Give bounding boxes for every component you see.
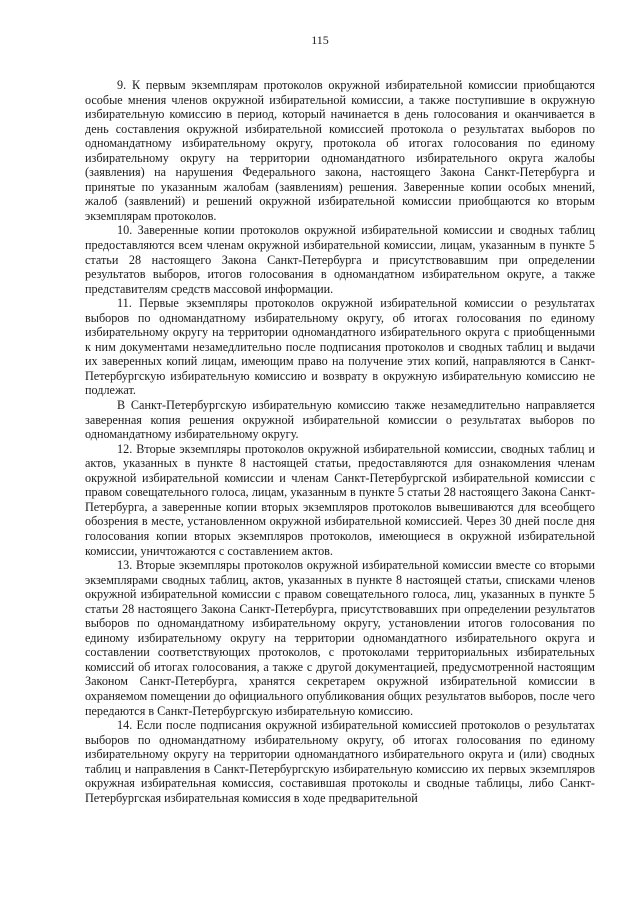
- page-number: 115: [311, 33, 329, 47]
- paragraph-item-11: 11. Первые экземпляры протоколов окружной избирательной комиссии о результатах выборов по одномандатному избирательному округу, об итогах голосования по единому избирательному округу на территории одномандатного избирательного округа с приобщенными к ним документами незамедлительно после подписания протоколов и сводных таблиц и выдачи их заверенных копий лицам, имеющим право на получение этих копий, направляются в Санкт-Петербургскую избирательную комиссию и возврату в окружную избирательную комиссию не подлежат.: [85, 296, 595, 398]
- paragraph-item-12: 12. Вторые экземпляры протоколов окружной избирательной комиссии, сводных таблиц и актов, указанных в пункте 8 настоящей статьи, предоставляются для ознакомления членам окружной избирательной комиссии и членам Санкт-Петербургской избирательной комиссии с правом совещательного голоса, лицам, указанным в пункте 5 статьи 28 настоящего Закона Санкт-Петербурга, а заверенные копии вторых экземпляров протоколов вывешиваются для всеобщего обозрения в месте, установленном окружной избирательной комиссией. Через 30 дней после дня голосования копии вторых экземпляров протоколов, имеющиеся в окружной избирательной комиссии, уничтожаются с составлением актов.: [85, 441, 595, 558]
- paragraph-item-10: 10. Заверенные копии протоколов окружной избирательной комиссии и сводных таблиц предоставляются всем членам окружной избирательной комиссии, лицам, указанным в пункте 5 статьи 28 настоящего Закона Санкт-Петербурга и присутствовавшим при определении результатов выборов, итогов голосования в одномандатном избирательном округе, а также представителям средств массовой информации.: [85, 223, 595, 296]
- paragraph-item-13: 13. Вторые экземпляры протоколов окружной избирательной комиссии вместе со вторыми экземплярами сводных таблиц, актов, указанных в пункте 8 настоящей статьи, списками членов окружной избирательной комиссии с правом совещательного голоса, лиц, указанных в пункте 5 статьи 28 настоящего Закона Санкт-Петербурга, присутствовавших при определении результатов выборов по одномандатному избирательному округу, установлении итогов голосования по единому избирательному округу на территории одномандатного избирательного округа и составлении соответствующих протоколов, с протоколами территориальных избирательных комиссий об итогах голосования, а также с другой документацией, предусмотренной настоящим Законом Санкт-Петербурга, хранятся секретарем окружной избирательной комиссии в охраняемом помещении до официального опубликования общих результатов выборов, после чего передаются в Санкт-Петербургскую избирательную комиссию.: [85, 558, 595, 718]
- document-body: [85, 78, 595, 805]
- paragraph-item-11-continuation: В Санкт-Петербургскую избирательную комиссию также незамедлительно направляется заверенная копия решения окружной избирательной комиссии о результатах выборов по одномандатному избирательному округу.: [85, 398, 595, 442]
- paragraph-item-9: 9. К первым экземплярам протоколов окружной избирательной комиссии приобщаются особые мнения членов окружной избирательной комиссии, а также поступившие в окружную избирательную комиссию в период, который начинается в день голосования и оканчивается в день составления окружной избирательной комиссией протокола о результатах выборов по одномандатному избирательному округу, протокола об итогах голосования по единому избирательному округу на территории одномандатного избирательного округа жалобы (заявления) на нарушения Федерального закона, настоящего Закона Санкт-Петербурга и принятые по указанным жалобам (заявлениям) решения. Заверенные копии особых мнений, жалоб (заявлений) и решений окружной избирательной комиссии приобщаются ко вторым экземплярам протоколов.: [85, 78, 595, 223]
- paragraph-item-14: 14. Если после подписания окружной избирательной комиссией протоколов о результатах выборов по одномандатному избирательному округу, об итогах голосования по единому избирательному округу на территории одномандатного избирательного округа и (или) сводных таблиц и направления в Санкт-Петербургскую избирательную комиссию их первых экземпляров окружная избирательная комиссия, составившая протоколы и сводные таблицы, либо Санкт-Петербургская избирательная комиссия в ходе предварительной: [85, 718, 595, 805]
